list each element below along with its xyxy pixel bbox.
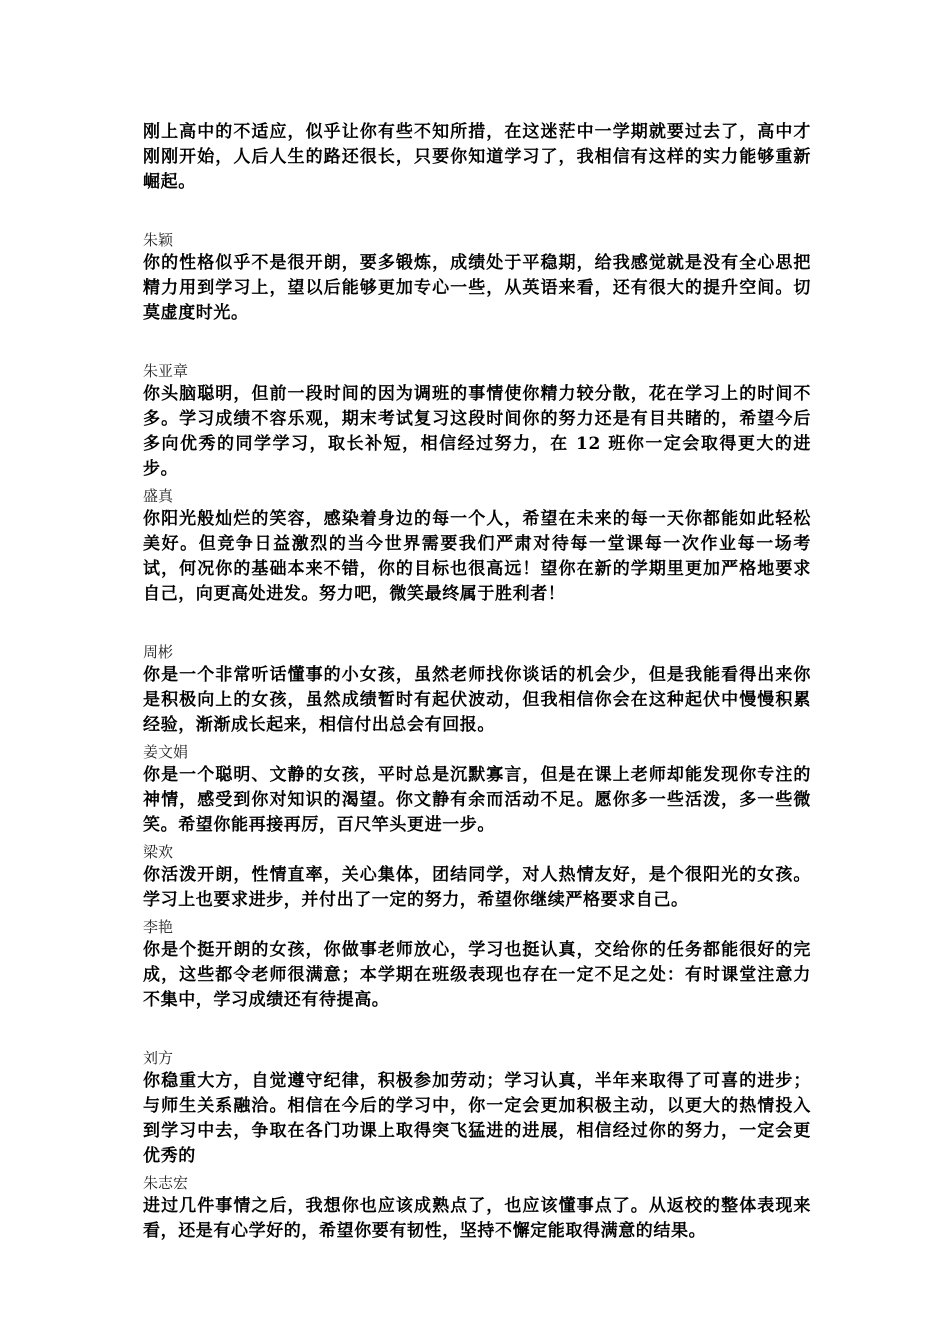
student-name-liu-fang: 刘方 bbox=[143, 1049, 174, 1067]
student-name-zhu-ying: 朱颖 bbox=[143, 231, 174, 249]
comment-zhou-bin: 你是一个非常听话懂事的小女孩，虽然老师找你谈话的机会少，但是我能看得出来你是积极向上的女孩，虽然成绩暂时有起伏波动，但我相信你会在这种起伏中慢慢积累经验，渐渐成长起来，相信付出总会有回报。 bbox=[143, 665, 811, 735]
student-name-zhu-yazhang: 朱亚章 bbox=[143, 362, 189, 380]
comment-sheng-zhen: 你阳光般灿烂的笑容，感染着身边的每一个人，希望在未来的每一天你都能如此轻松美好。但竞争日益激烈的当今世界需要我们严肃对待每一堂课每一次作业每一场考试，何况你的基础本来不错，你的目标也很高远！望你在新的学期里更加严格地要求自己，向更高处进发。努力吧，微笑最终属于胜利者！ bbox=[143, 509, 811, 604]
student-name-sheng-zhen: 盛真 bbox=[143, 487, 174, 505]
student-name-liang-huan: 梁欢 bbox=[143, 843, 174, 861]
comment-paragraph-1: 刚上高中的不适应，似乎让你有些不知所措，在这迷茫中一学期就要过去了，高中才刚刚开始，人后人生的路还很长，只要你知道学习了，我相信有这样的实力能够重新崛起。 bbox=[143, 122, 811, 192]
student-name-zhu-zhihong: 朱志宏 bbox=[143, 1174, 189, 1192]
comment-liang-huan: 你活泼开朗，性情直率，关心集体，团结同学，对人热情友好，是个很阳光的女孩。学习上也要求进步，并付出了一定的努力，希望你继续严格要求自己。 bbox=[143, 865, 811, 910]
student-name-jiang-wenjuan: 姜文娟 bbox=[143, 743, 189, 761]
comment-li-yan: 你是个挺开朗的女孩，你做事老师放心，学习也挺认真，交给你的任务都能很好的完成，这些都令老师很满意；本学期在班级表现也存在一定不足之处：有时课堂注意力不集中，学习成绩还有待提高。 bbox=[143, 940, 811, 1010]
comment-zhu-zhihong: 进过几件事情之后，我想你也应该成熟点了，也应该懂事点了。从返校的整体表现来看，还是有心学好的，希望你要有韧性，坚持不懈定能取得满意的结果。 bbox=[143, 1196, 811, 1241]
document-page bbox=[143, 120, 811, 1244]
comment-zhu-yazhang: 你头脑聪明，但前一段时间的因为调班的事情使你精力较分散，花在学习上的时间不多。学习成绩不容乐观，期末考试复习这段时间你的努力还是有目共睹的，希望今后多向优秀的同学学习，取长补短，相信经过努力，在 12 班你一定会取得更大的进步。 bbox=[143, 384, 811, 479]
student-name-li-yan: 李艳 bbox=[143, 918, 174, 936]
comment-liu-fang: 你稳重大方，自觉遵守纪律，积极参加劳动；学习认真，半年来取得了可喜的进步；与师生关系融洽。相信在今后的学习中，你一定会更加积极主动，以更大的热情投入到学习中去，争取在各门功课上取得突飞猛进的进展，相信经过你的努力，一定会更优秀的 bbox=[143, 1071, 811, 1166]
comment-zhu-ying: 你的性格似乎不是很开朗，要多锻炼，成绩处于平稳期，给我感觉就是没有全心思把精力用到学习上，望以后能够更加专心一些，从英语来看，还有很大的提升空间。切莫虚度时光。 bbox=[143, 253, 811, 323]
comment-jiang-wenjuan: 你是一个聪明、文静的女孩，平时总是沉默寡言，但是在课上老师却能发现你专注的神情，感受到你对知识的渴望。你文静有余而活动不足。愿你多一些活泼，多一些微笑。希望你能再接再厉，百尺竿头更进一步。 bbox=[143, 765, 811, 835]
student-name-zhou-bin: 周彬 bbox=[143, 643, 174, 661]
